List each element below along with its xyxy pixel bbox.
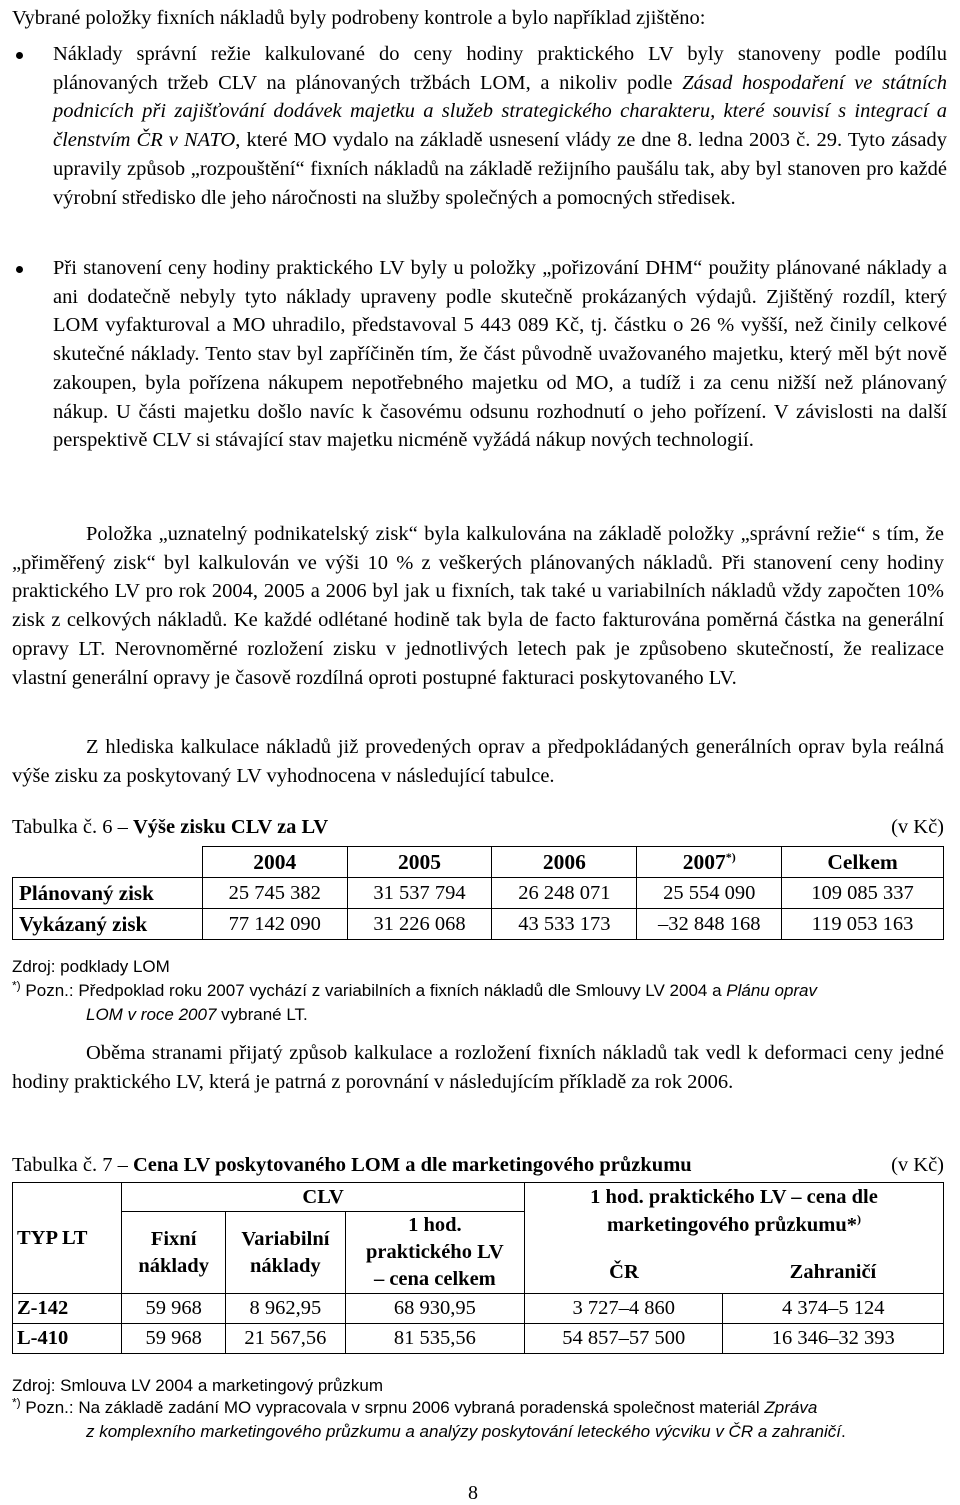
table-row	[13, 878, 944, 909]
table7-market-subheaders: marketingového průzkumu*) ČR Zahraničí	[524, 1212, 943, 1294]
table7-cr-header: ČR	[609, 1260, 639, 1283]
paragraph-deformation: Oběma stranami přijatý způsob kalkulace a rozložení fixních nákladů tak vedl k deformaci ceny jedné hodiny praktického LV, která je patrná z porovnání v následujícím příkladě za rok 2006.	[12, 1042, 944, 1093]
table6-title: Výše zisku CLV za LV	[132, 816, 329, 838]
table-cell: 25 745 382	[202, 878, 347, 909]
bullet-text-2: Při stanovení ceny hodiny praktického LV byly u položky „pořizování DHM“ použity plánované náklady a ani dodatečně nebyly tyto náklady upraveny podle skutečně prokázaných výdajů. Zjištěný rozdíl, který LOM vyfakturoval a MO uhradilo, představoval 5 443 089 Kč, tj. částku o 26 % vyšší, než činily celkové skutečné náklady. Tento stav byl zapříčiněn tím, že část původně uvažovaného majetku, který měl být nově zakoupen, byla pořízena nákupem nepotřebného majetku od MO, a tudíž i za cenu nižší než plánovaný nákup. U části majetku došlo navíc k časovému odsunu rozhodnutí o jeho pořízení. V závislosti na další perspektivě CLV si stávající stav majetku nicméně vyžádá nákup nových technologií.	[53, 257, 947, 452]
table7-market-header: 1 hod. praktického LV – cena dle	[524, 1183, 943, 1212]
table6-year-2004: 2004	[202, 847, 347, 878]
table6-year-2007: 2007*)	[637, 847, 782, 878]
table-cell: 26 248 071	[492, 878, 637, 909]
table7-fixed-header: Fixní náklady	[122, 1212, 226, 1294]
table-cell: 25 554 090	[637, 878, 782, 909]
table6-caption	[12, 814, 944, 840]
table-cell: 119 053 163	[782, 909, 944, 940]
table-cell: 16 346–32 393	[723, 1324, 944, 1354]
table-cell: 109 085 337	[782, 878, 944, 909]
table6-year-2006: 2006	[492, 847, 637, 878]
table7-caption	[12, 1152, 944, 1178]
table6	[12, 846, 944, 940]
table-cell: 8 962,95	[226, 1294, 346, 1324]
table-cell: 68 930,95	[345, 1294, 524, 1324]
table7-hour-header: 1 hod. praktického LV – cena celkem	[345, 1212, 524, 1294]
table6-year-2005: 2005	[347, 847, 492, 878]
bullet-item-2	[12, 254, 947, 455]
table6-note: *) Pozn.: Předpoklad roku 2007 vychází z variabilních a fixních nákladů dle Smlouvy LV 2004 a Plánu oprav LOM v roce 2007 vybrané LT.	[12, 978, 818, 1024]
table6-header-row	[13, 847, 944, 878]
table-cell: 81 535,56	[345, 1324, 524, 1354]
table6-row-label: Plánovaný zisk	[13, 878, 203, 909]
table-cell: 43 533 173	[492, 909, 637, 940]
table-cell: 54 857–57 500	[524, 1324, 722, 1354]
table7-header-row-1	[13, 1183, 944, 1212]
table-row	[13, 1294, 944, 1324]
table-cell: 31 226 068	[347, 909, 492, 940]
table7-abroad-header: Zahraničí	[789, 1260, 877, 1283]
table7-header-row-2	[13, 1212, 944, 1294]
table-row	[13, 1324, 944, 1354]
paragraph-evaluation: Z hlediska kalkulace nákladů již provedených oprav a předpokládaných generálních oprav byla reálná výše zisku za poskytovaný LV vyhodnocena v následující tabulce.	[12, 736, 944, 787]
table7-variable-header: Variabilní náklady	[226, 1212, 346, 1294]
table7-row-label: Z-142	[13, 1294, 122, 1324]
page-number: 8	[468, 1482, 478, 1504]
table-cell: 59 968	[122, 1294, 226, 1324]
table7-title: Cena LV poskytovaného LOM a dle marketingového průzkumu	[132, 1154, 692, 1176]
table-cell: 59 968	[122, 1324, 226, 1354]
table6-label: Tabulka č. 6 –	[12, 816, 133, 838]
table7-label: Tabulka č. 7 –	[12, 1154, 133, 1176]
table7-note: *) Pozn.: Na základě zadání MO vypracovala v srpnu 2006 vybraná poradenská společnost materiál Zpráva z komplexního marketingového průzkumu a analýzy poskytování leteckého výcviku v ČR a zahraničí.	[12, 1395, 846, 1441]
bullet-dot-icon	[16, 266, 23, 273]
table-cell: 31 537 794	[347, 878, 492, 909]
table-row	[13, 909, 944, 940]
table-cell: –32 848 168	[637, 909, 782, 940]
table7-row-label: L-410	[13, 1324, 122, 1354]
table-cell: 77 142 090	[202, 909, 347, 940]
table-cell: 3 727–4 860	[524, 1294, 722, 1324]
table7-clv-header: CLV	[122, 1183, 525, 1212]
table-cell: 21 567,56	[226, 1324, 346, 1354]
table7	[12, 1182, 944, 1354]
table6-source: Zdroj: podklady LOM	[12, 957, 170, 976]
table6-row-label: Vykázaný zisk	[13, 909, 203, 940]
bullet-text-1: Náklady správní režie kalkulované do ceny hodiny praktického LV byly stanoveny podle podílu plánovaných tržeb CLV na plánovaných tržbách LOM, a nikoliv podle Zásad hospodaření ve státních podnicích při zajišťování dodávek majetku a služeb strategického charakteru, které souvisí s integrací a členstvím ČR v NATO, které MO vydalo na základě usnesení vlády ze dne 8. ledna 2003 č. 29. Tyto zásady upravily způsob „rozpouštění“ fixních nákladů na základě režijního paušálu tak, aby byl stanoven pro každé výrobní středisko dle jeho náročnosti na služby společných a pomocných středisek.	[53, 43, 947, 209]
paragraph-profit: Položka „uznatelný podnikatelský zisk“ byla kalkulována na základě položky „správní režie“ s tím, že „přiměřený zisk“ byl kalkulován ve výši 10 % z veškerých plánovaných nákladů. Při stanovení ceny hodiny praktického LV pro rok 2004, 2005 a 2006 byl jak u fixních, tak také u variabilních nákladů vždy započten 10% zisk z celkových nákladů. Ke každé odlétané hodině tak byla de facto fakturována poměrná částka na generální opravy LT. Nerovnoměrné rozložení zisku v jednotlivých letech pak je způsobeno skutečností, že realizace vlastní generální opravy je časově rozdílná oproti postupné fakturaci poskytovaného LV.	[12, 523, 944, 689]
bullet-item-1	[12, 40, 947, 212]
table6-unit: (v Kč)	[891, 816, 944, 838]
bullet-dot-icon	[16, 52, 23, 59]
table7-unit: (v Kč)	[891, 1154, 944, 1176]
table6-total-header: Celkem	[782, 847, 944, 878]
table-cell: 4 374–5 124	[723, 1294, 944, 1324]
table7-type-header: TYP LT	[13, 1183, 122, 1294]
intro-text: Vybrané položky fixních nákladů byly podrobeny kontrole a bylo například zjištěno:	[12, 7, 706, 29]
table6-corner	[13, 847, 203, 878]
table7-source: Zdroj: Smlouva LV 2004 a marketingový průzkum	[12, 1376, 384, 1395]
